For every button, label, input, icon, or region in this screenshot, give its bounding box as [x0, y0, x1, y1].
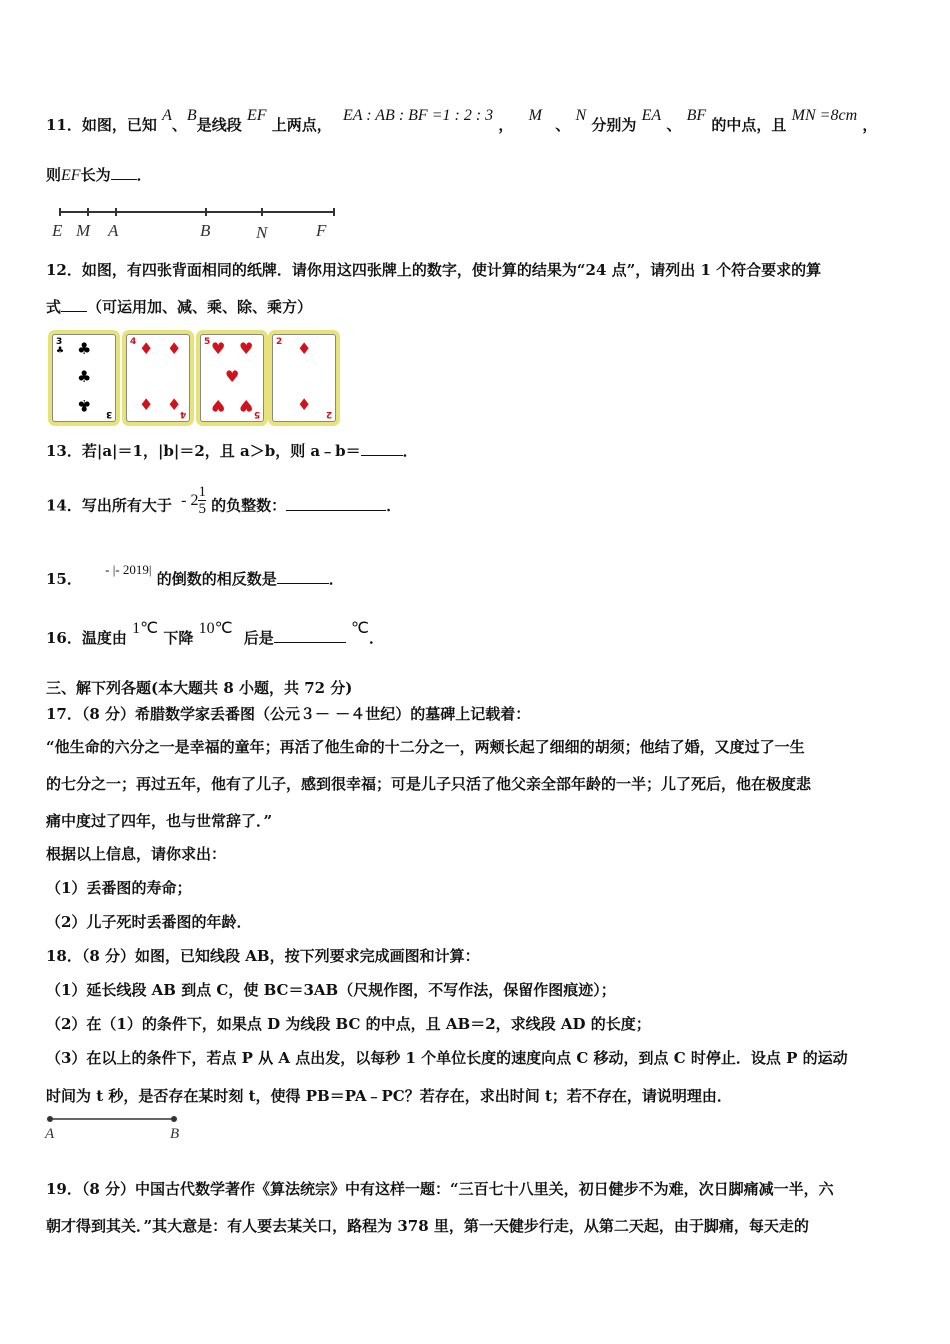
label-F: F: [316, 221, 327, 240]
q18-segment-figure: [42, 1110, 192, 1142]
q17-line6: （1）丢番图的寿命；: [46, 879, 192, 897]
q17-line3: 的七分之一；再过五年，他有了儿子，感到很幸福；可是儿子只活了他父亲全部年龄的一半；儿了死后，他在极度悲: [46, 775, 812, 793]
card-5-hearts: 5 ♥ ♥ ♥ ♥ ♥ 5: [200, 334, 264, 422]
q18-line1: 18．（8 分）如图，已知线段 AB，按下列要求完成画图和计算：: [46, 947, 480, 965]
card-3-clubs: 3 ♣ ♣ ♣ ♣ 3: [52, 334, 116, 422]
q18-line5: 时间为 t 秒，是否存在某时刻 t，使得 PB＝PA﹣PC？若存在，求出时间 t；若不存在，请说明理由．: [46, 1087, 732, 1105]
q17-line2: “他生命的六分之一是幸福的童年；再活了他生命的十二分之一，两颊长起了细细的胡须；他结了婚，又度过了一生: [46, 738, 805, 756]
q16: 16．温度由 1℃ 下降 10℃ 后是 ℃．: [46, 620, 384, 647]
q12-line1: 12．如图，有四张背面相同的纸牌．请你用这四张牌上的数字，使计算的结果为“24 点”，请列出 1 个符合要求的算: [46, 261, 822, 279]
q12-line2: 式 （可运用加、减、乘、除、乘方）: [46, 298, 313, 316]
card-4-diamonds: 4 ♦ ♦ ♦ ♦ 4: [126, 334, 190, 422]
q19-line2: 朝才得到其关．”其大意是：有人要去某关口，路程为 378 里，第一天健步行走，从第二天起，由于脚痛，每天走的: [46, 1217, 809, 1235]
section-title: 三、解下列各题(本大题共 8 小题，共 72 分): [46, 679, 353, 697]
q11-line1: 11．如图，已知 A、B是线段 EF 上两点， EA : AB : BF =1 : 2 : 3 ， M 、 N 分别为 EA 、 BF 的中点，且 MN =8cm ，: [46, 107, 878, 134]
label-M: M: [76, 221, 91, 240]
label-B: B: [170, 1126, 180, 1142]
q19-line1: 19．（8 分）中国古代数学著作《算法统宗》中有这样一题：“三百七十八里关，初日健步不为难，次日脚痛减一半，六: [46, 1180, 834, 1198]
q13: 13．若|a|＝1，|b|＝2，且 a＞b，则 a﹣b＝ ．: [46, 442, 418, 460]
q18-line2: （1）延长线段 AB 到点 C，使 BC＝3AB（尺规作图，不写作法，保留作图痕迹）；: [46, 981, 616, 999]
q17-line4: 痛中度过了四年，也与世常辞了．”: [46, 812, 273, 830]
q17-line1: 17．（8 分）希腊数学家丢番图（公元３－ －４世纪）的墓碑上记载着：: [46, 705, 531, 723]
label-A: A: [108, 221, 119, 240]
q17-line5: 根据以上信息，请你求出：: [46, 845, 227, 863]
q18-line4: （3）在以上的条件下，若点 P 从 A 点出发，以每秒 1 个单位长度的速度向点 C 移动，到点 C 时停止．设点 P 的运动: [46, 1049, 848, 1067]
card-2-diamonds: 2 ♦ ♦ 2: [272, 334, 336, 422]
q15: 15． - |- 2019| 的倒数的相反数是 ．: [46, 562, 344, 588]
label-A: A: [45, 1126, 55, 1142]
q11-segment-figure: [46, 202, 346, 242]
label-B: B: [200, 221, 211, 240]
q14: 14．写出所有大于 - 2 $\frac{1}{5}$ 的负整数： ．: [46, 484, 402, 517]
label-E: E: [52, 221, 63, 240]
q18-line3: （2）在（1）的条件下，如果点 D 为线段 BC 的中点，且 AB＝2，求线段 AD 的长度；: [46, 1015, 651, 1033]
label-N: N: [256, 223, 268, 242]
q17-line7: （2）儿子死时丢番图的年龄．: [46, 913, 252, 931]
fraction-1-5: $\frac{1}{5}$: [198, 484, 206, 517]
q11-line2: 则EF长为 ．: [46, 166, 152, 184]
